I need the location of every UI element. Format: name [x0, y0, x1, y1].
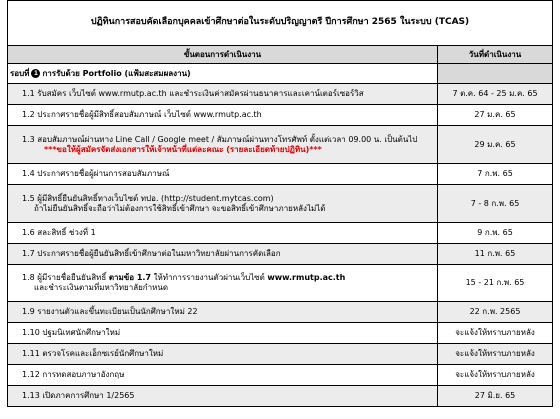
date-cell: 7 ต.ค. 64 - 25 ม.ค. 65 [438, 84, 553, 105]
document-title: ปฏิทินการสอบคัดเลือกบุคคลเข้าศึกษาต่อในระดับปริญญาตรี ปีการศึกษา 2565 ในระบบ (TCAS) [8, 1, 553, 46]
date-cell: 7 ก.พ. 65 [438, 164, 553, 185]
header-date: วันที่ดำเนินงาน [438, 46, 553, 64]
date-cell: 27 มิ.ย. 65 [438, 386, 553, 407]
task-cell: 1.12 การทดสอบภาษาอังกฤษ [8, 365, 438, 386]
task-note: ***ขอให้ผู้สมัครจัดส่งเอกสารให้เจ้าหน้าที่แต่ละคณะ (รายละเอียดท้ายปฏิทิน)*** [44, 144, 322, 154]
date-cell: 11 ก.พ. 65 [438, 244, 553, 265]
date-cell: จะแจ้งให้ทราบภายหลัง [438, 344, 553, 365]
round-row [8, 64, 553, 84]
task-text-bold: ตามข้อ 1.7 [108, 273, 152, 282]
task-cell: 1.6 สละสิทธิ์ ช่วงที่ 1 [8, 223, 438, 244]
task-text-cont: ให้ทำการรายงานตัวผ่านเว็บไซต์ [153, 273, 265, 282]
task-cell: 1.1 รับสมัคร เว็บไซต์ www.rmutp.ac.th และชำระเงินค่าสมัครผ่านธนาคารและเคาน์เตอร์เซอร์วิส [8, 84, 438, 105]
round-label [8, 64, 438, 84]
table-row [8, 244, 553, 265]
task-text: 1.8 ผู้มีรายชื่อยืนยันสิทธิ์ [22, 273, 107, 282]
table-row [8, 105, 553, 126]
table-row [8, 323, 553, 344]
round-date-empty [438, 64, 553, 84]
header-task: ขั้นตอนการดำเนินงาน [8, 46, 438, 64]
task-cell [8, 265, 438, 302]
date-cell: จะแจ้งให้ทราบภายหลัง [438, 323, 553, 344]
task-cell: 1.4 ประกาศรายชื่อผู้ผ่านการสอบสัมภาษณ์ [8, 164, 438, 185]
task-text: 1.5 ผู้มีสิทธิ์ยืนยันสิทธิ์ทางเว็บไซต์ ทปอ. (http://student.mytcas.com) [22, 193, 274, 203]
date-cell: 15 - 21 ก.พ. 65 [438, 265, 553, 302]
table-row [8, 164, 553, 185]
table-row [8, 302, 553, 323]
date-cell: 9 ก.พ. 65 [438, 223, 553, 244]
round-number-bullet-icon: 1 [31, 69, 40, 78]
table-row [8, 126, 553, 164]
table-row [8, 185, 553, 223]
table-row [8, 84, 553, 105]
table-row [8, 344, 553, 365]
date-cell: จะแจ้งให้ทราบภายหลัง [438, 365, 553, 386]
task-text-line2: ถ้าไม่ยืนยันสิทธิ์จะถือว่าไม่ต้องการใช้สิทธิ์เข้าศึกษา จะขอสิทธิ์เข้าศึกษาภายหลังไม่ได้ [34, 203, 326, 213]
task-cell: 1.10 ปฐมนิเทศนักศึกษาใหม่ [8, 323, 438, 344]
date-cell: 22 ก.พ. 2565 [438, 302, 553, 323]
table-row [8, 265, 553, 302]
task-cell: 1.7 ประกาศรายชื่อผู้ยืนยันสิทธิ์เข้าศึกษาต่อในมหาวิทยาลัยผ่านการคัดเลือก [8, 244, 438, 265]
task-cell [8, 126, 438, 164]
task-cell: 1.11 ตรวจโรคและเอ็กซเรย์นักศึกษาใหม่ [8, 344, 438, 365]
date-cell: 29 ม.ค. 65 [438, 126, 553, 164]
table-row [8, 223, 553, 244]
schedule-table [7, 0, 553, 407]
table-header [8, 46, 553, 64]
round-prefix: รอบที่ [10, 68, 30, 78]
table-row [8, 386, 553, 407]
date-cell: 27 ม.ค. 65 [438, 105, 553, 126]
task-cell: 1.2 ประกาศรายชื่อผู้มีสิทธิ์สอบสัมภาษณ์ เว็บไซต์ www.rmutp.ac.th [8, 105, 438, 126]
round-title: การรับด้วย Portfolio (แฟ้มสะสมผลงาน) [42, 68, 191, 78]
task-cell [8, 185, 438, 223]
task-cell: 1.9 รายงานตัวและขึ้นทะเบียนเป็นนักศึกษาใหม่ 22 [8, 302, 438, 323]
task-text-bold-url: www.rmutp.ac.th [267, 273, 346, 282]
task-text: 1.3 สอบสัมภาษณ์ผ่านทาง Line Call / Google meet / สัมภาษณ์ผ่านทางโทรศัพท์ ตั้งแต่เวลา 09.00 น. เป็นต้นไป [22, 134, 418, 144]
task-cell: 1.13 เปิดภาคการศึกษา 1/2565 [8, 386, 438, 407]
table-row [8, 365, 553, 386]
task-text-line2: และชำระเงินตามที่มหาวิทยาลัยกำหนด [34, 283, 169, 292]
date-cell: 7 - 8 ก.พ. 65 [438, 185, 553, 223]
